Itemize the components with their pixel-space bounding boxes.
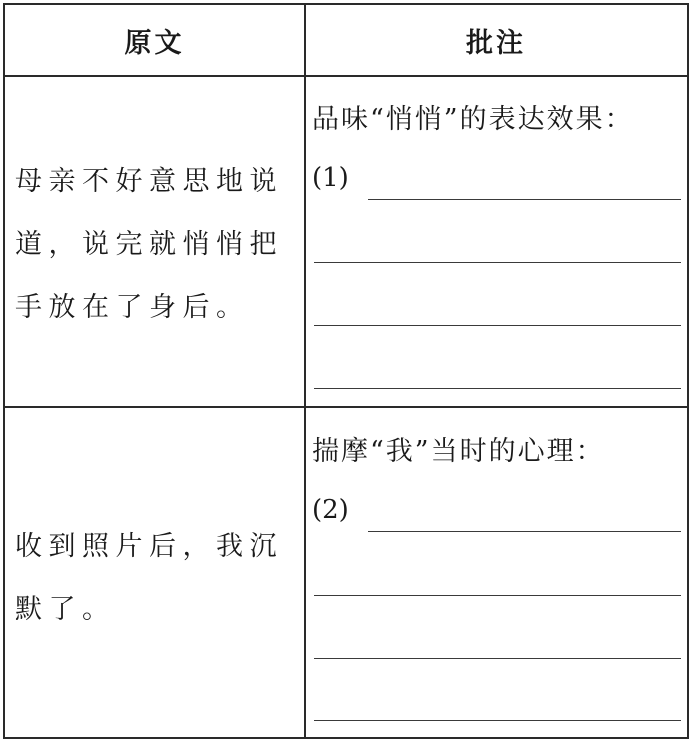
answer-blank[interactable] [314, 325, 681, 326]
answer-number-1: (1) [312, 163, 349, 193]
header-annotation: 批注 [466, 28, 526, 59]
answer-blank[interactable] [314, 388, 681, 389]
answer-blank[interactable] [368, 531, 681, 532]
column-divider [304, 5, 306, 737]
original-text-line: 手放在了身后。 [15, 292, 250, 323]
annotation-table [3, 3, 689, 739]
answer-number-2: (2) [312, 495, 349, 525]
original-text-line: 道，说完就悄悄把 [15, 229, 283, 260]
original-text-2 [15, 515, 297, 641]
header-original: 原文 [124, 28, 185, 59]
answer-blank[interactable] [314, 595, 681, 596]
annotation-prompt-2: 揣摩“我”当时的心理： [312, 436, 605, 467]
answer-blank[interactable] [314, 720, 681, 721]
original-text-line: 收到照片后，我沉 [15, 531, 283, 562]
original-text-line: 母亲不好意思地说 [15, 166, 283, 197]
answer-blank[interactable] [314, 262, 681, 263]
answer-blank[interactable] [368, 199, 681, 200]
row-divider [5, 406, 687, 408]
annotation-prompt-1: 品味“悄悄”的表达效果： [312, 104, 634, 135]
answer-blank[interactable] [314, 658, 681, 659]
original-text-1 [15, 150, 297, 339]
original-text-line: 默了。 [15, 594, 116, 625]
